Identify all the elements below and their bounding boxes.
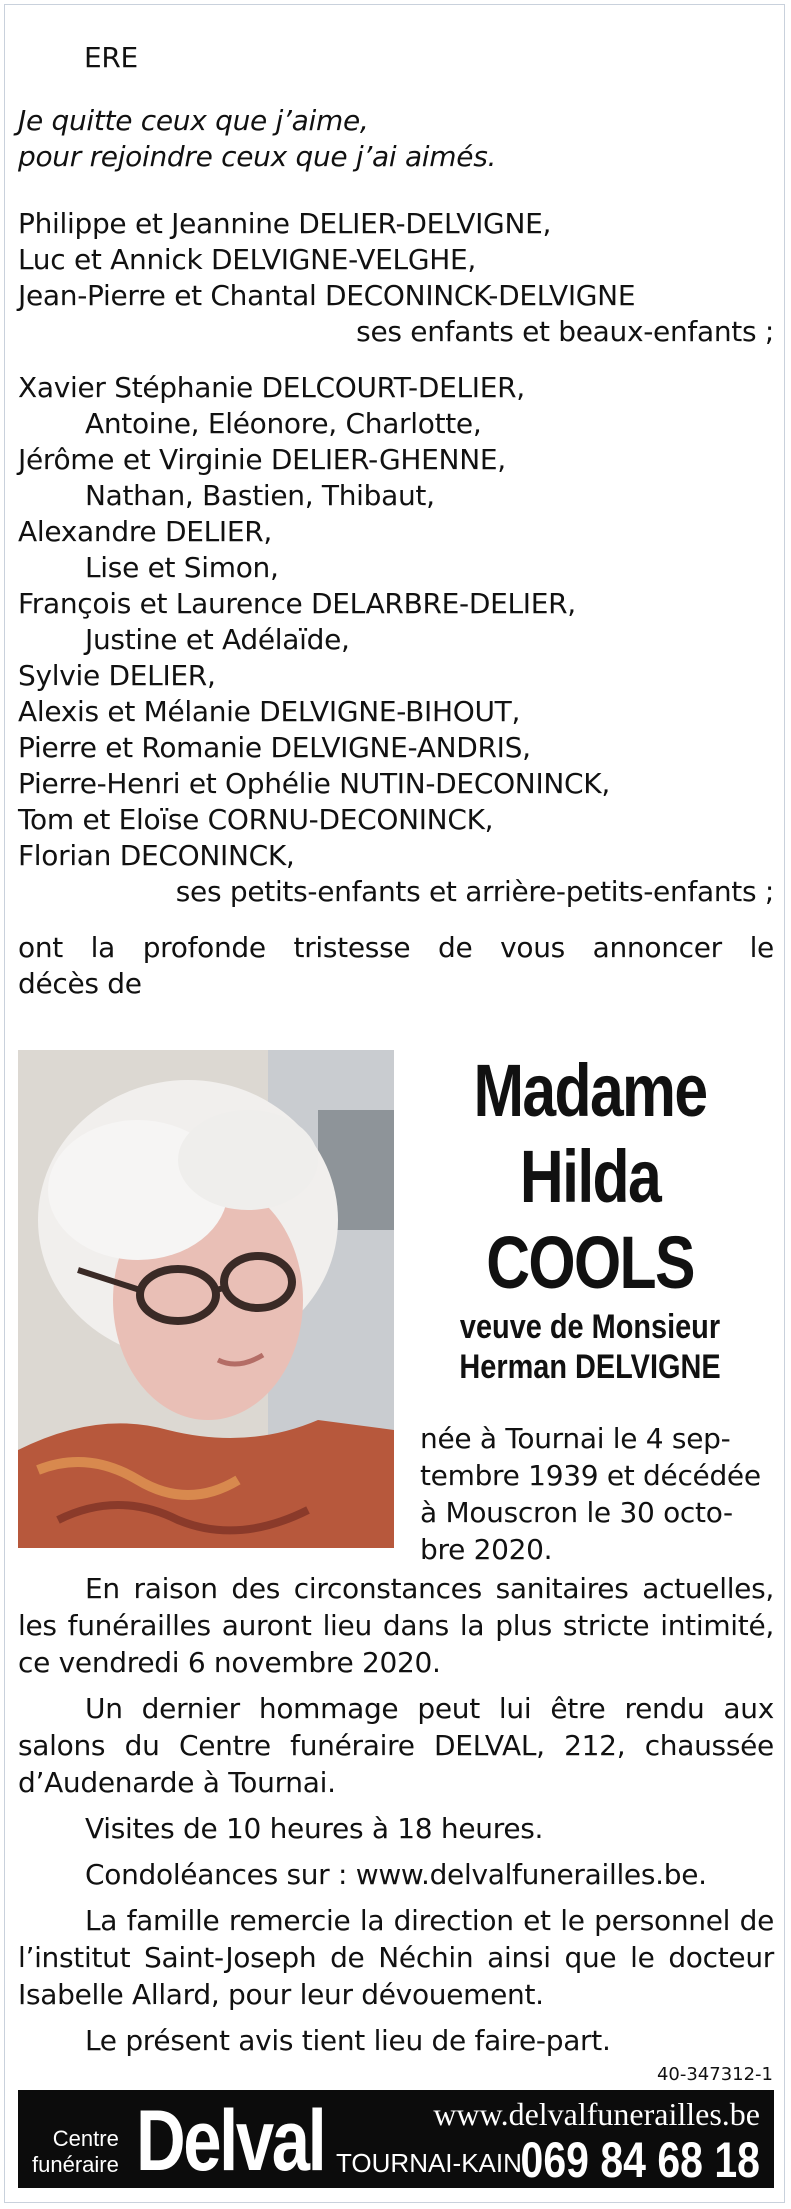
paragraph-thanks: La famille remercie la direction et le personnel de l’institut Saint-Joseph de Néchin ainsi que le docteur Isabelle Allard, pour leur dévouement.: [18, 1904, 774, 2011]
family-line: Antoine, Eléonore, Charlotte,: [85, 407, 482, 440]
portrait-illustration: [18, 1050, 394, 1548]
grandchildren-list: [18, 370, 774, 910]
epitaph-line: Je quitte ceux que j’aime,: [18, 104, 369, 137]
paragraph-ceremony: En raison des circonstances sanitaires actuelles, les funérailles auront lieu dans la plus stricte intimité, ce vendredi 6 novembre 2020.: [18, 1572, 774, 1679]
family-line: Jean-Pierre et Chantal DECONINCK-DELVIGNE: [18, 279, 636, 312]
widow-of: [410, 1307, 770, 1387]
notice-paragraphs: [18, 1570, 774, 2059]
family-line: Tom et Eloïse CORNU-DECONINCK,: [18, 803, 494, 836]
family-line: Philippe et Jeannine DELIER-DELVIGNE,: [18, 207, 552, 240]
family-line: Lise et Simon,: [85, 551, 279, 584]
family-line: Luc et Annick DELVIGNE-VELGHE,: [18, 243, 476, 276]
paragraph-condolences: Condoléances sur : www.delvalfunerailles.be.: [85, 1858, 707, 1891]
birth-death-line: à Mouscron le 30 octo-: [420, 1496, 733, 1529]
paragraph-tribute: Un dernier hommage peut lui être rendu aux salons du Centre funéraire DELVAL, 212, chaussée d’Audenarde à Tournai.: [18, 1692, 774, 1799]
deceased-last-name: COOLS: [486, 1221, 694, 1304]
grandchildren-role: ses petits-enfants et arrière-petits-enfants ;: [175, 875, 774, 908]
announcement: [18, 930, 774, 1002]
centre-line: funéraire: [32, 2152, 119, 2177]
portrait-photo: [18, 1050, 394, 1548]
birth-death-line: née à Tournai le 4 sep-: [420, 1422, 731, 1455]
city-label: TOURNAI-KAIN: [336, 2148, 522, 2178]
family-line: Florian DECONINCK,: [18, 839, 295, 872]
funeral-home-banner: [18, 2090, 774, 2188]
family-line: Sylvie DELIER,: [18, 659, 216, 692]
family-line: Alexandre DELIER,: [18, 515, 272, 548]
family-line: Xavier Stéphanie DELCOURT-DELIER,: [18, 371, 525, 404]
birth-death-line: bre 2020.: [420, 1533, 553, 1566]
paragraph-visits: Visites de 10 heures à 18 heures.: [85, 1812, 544, 1845]
widow-line: Herman DELVIGNE: [459, 1348, 721, 1386]
website-link[interactable]: www.delvalfunerailles.be: [433, 2096, 760, 2132]
family-line: Pierre-Henri et Ophélie NUTIN-DECONINCK,: [18, 767, 610, 800]
family-line: François et Laurence DELARBRE-DELIER,: [18, 587, 576, 620]
family-line: Jérôme et Virginie DELIER-GHENNE,: [18, 443, 506, 476]
family-line: Pierre et Romanie DELVIGNE-ANDRIS,: [18, 731, 531, 764]
deceased-first-name: Hilda: [519, 1135, 661, 1218]
family-line: Alexis et Mélanie DELVIGNE-BIHOUT,: [18, 695, 521, 728]
children-role: ses enfants et beaux-enfants ;: [356, 315, 774, 348]
epitaph: [18, 103, 496, 175]
widow-line: veuve de Monsieur: [459, 1308, 721, 1346]
family-line: Justine et Adélaïde,: [85, 623, 350, 656]
birth-death-line: tembre 1939 et décédée: [420, 1459, 761, 1492]
announcement-line: ont la profonde tristesse de vous annoncer le: [18, 931, 774, 964]
centre-line: Centre: [52, 2126, 119, 2151]
phone-number[interactable]: 069 84 68 18: [520, 2132, 760, 2188]
family-line: Nathan, Bastien, Thibaut,: [85, 479, 435, 512]
centre-label: [32, 2126, 119, 2178]
announcement-line: décès de: [18, 967, 142, 1000]
birth-death-info: [420, 1420, 772, 1568]
deceased-title: Madame: [473, 1049, 707, 1132]
top-fragment: ERE: [84, 41, 138, 74]
deceased-name: [410, 1048, 770, 1306]
brand-logo: Delval: [136, 2093, 325, 2189]
epitaph-line: pour rejoindre ceux que j’ai aimés.: [18, 140, 497, 173]
children-list: [18, 206, 774, 350]
reference-number: 40-347312-1: [656, 2064, 773, 2085]
paragraph-closing: Le présent avis tient lieu de faire-part.: [85, 2024, 611, 2057]
